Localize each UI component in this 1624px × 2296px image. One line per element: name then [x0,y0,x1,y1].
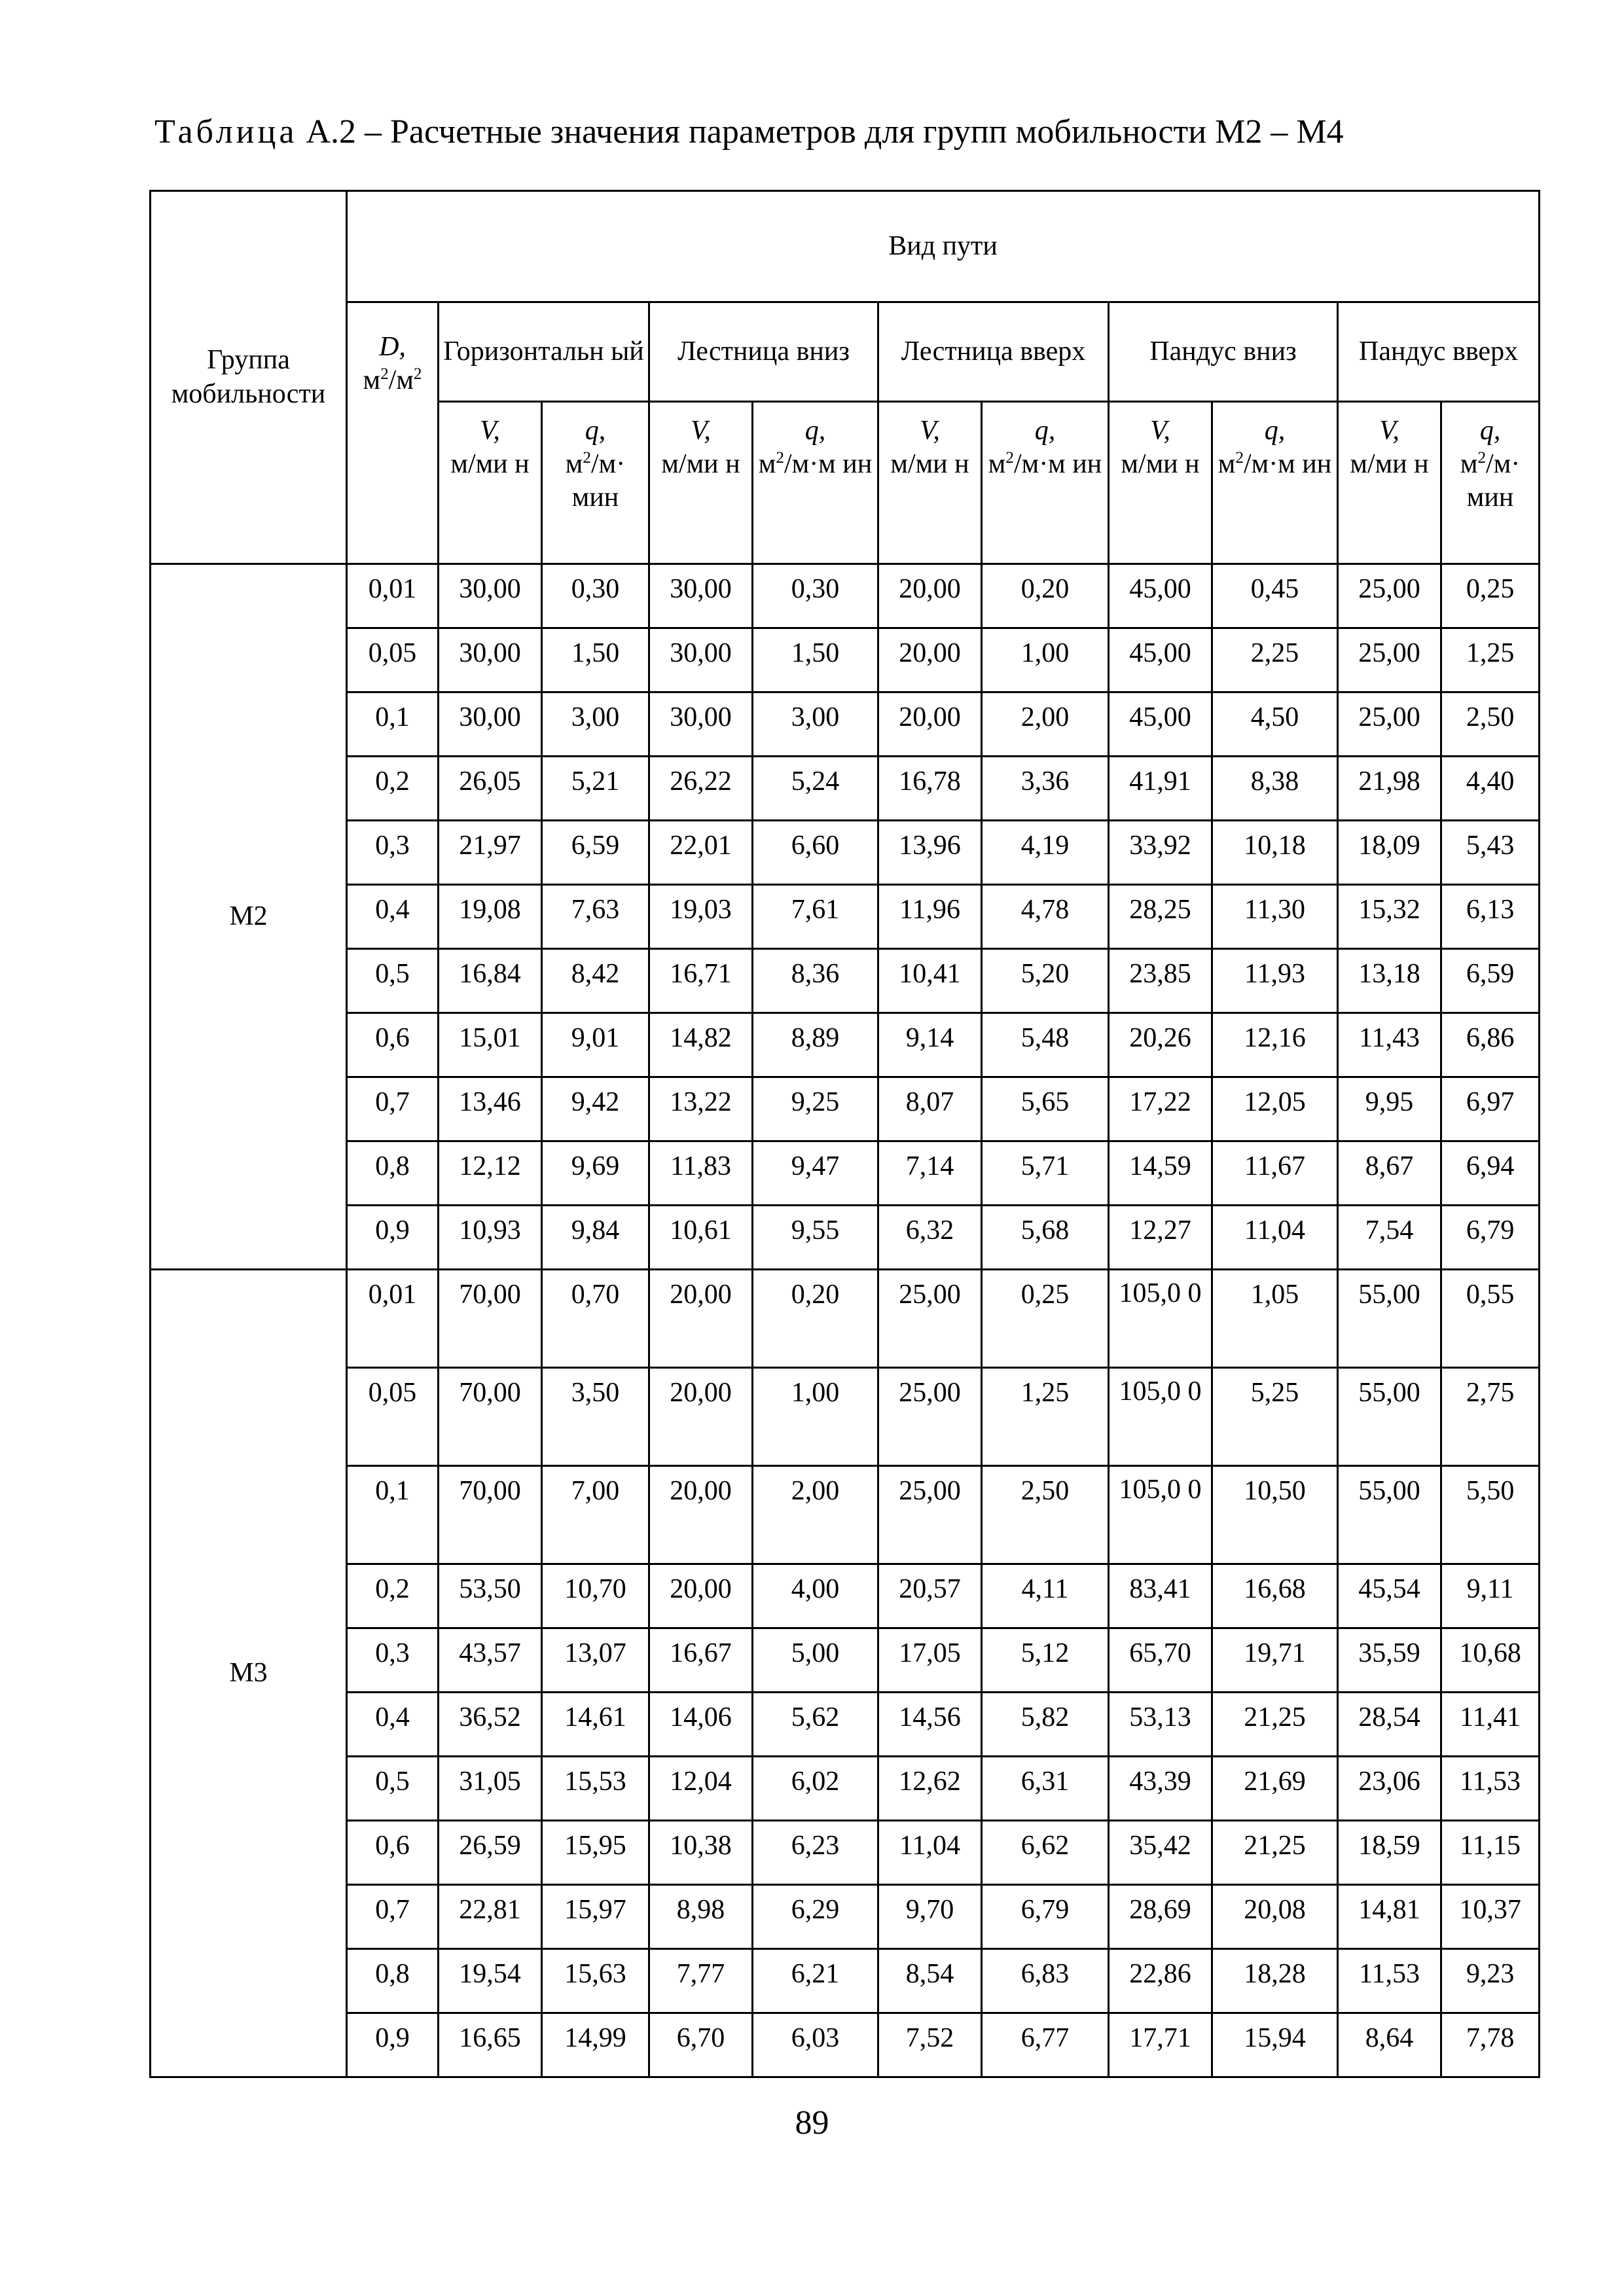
value-cell: 6,23 [753,1821,878,1885]
speed-unit-header: V, м/ми н [649,402,753,564]
value-cell: 9,01 [542,1013,649,1077]
density-symbol: D, [379,332,406,362]
value-cell: 15,01 [439,1013,542,1077]
value-cell: 7,00 [542,1466,649,1564]
table-container [149,190,1538,2070]
table-row [151,1949,1540,2013]
value-cell: 16,68 [1212,1564,1338,1628]
value-cell: 21,97 [439,821,542,885]
value-cell: 11,53 [1338,1949,1441,2013]
value-cell: 5,50 [1441,1466,1540,1564]
value-cell: 2,50 [982,1466,1109,1564]
value-cell: 20,08 [1212,1885,1338,1949]
page-number: 89 [795,2104,829,2142]
density-cell: 0,01 [347,1270,439,1368]
value-cell: 4,19 [982,821,1109,885]
value-cell: 30,00 [439,564,542,628]
value-cell: 8,89 [753,1013,878,1077]
value-cell: 11,04 [1212,1206,1338,1270]
caption-text: А.2 – Расчетные значения параметров для групп мобильности М2 – М4 [297,113,1344,151]
value-cell: 15,97 [542,1885,649,1949]
table-row [151,2013,1540,2077]
value-cell: 41,91 [1109,757,1212,821]
value-cell: 9,11 [1441,1564,1540,1628]
value-cell: 55,00 [1338,1466,1441,1564]
value-cell: 6,03 [753,2013,878,2077]
table-row [151,692,1540,757]
value-cell: 6,97 [1441,1077,1540,1141]
value-cell: 4,40 [1441,757,1540,821]
value-cell: 8,38 [1212,757,1338,821]
value-cell: 6,62 [982,1821,1109,1885]
table-row [151,1628,1540,1693]
value-cell: 13,96 [878,821,982,885]
value-cell: 20,00 [649,1466,753,1564]
value-cell: 6,59 [542,821,649,885]
value-cell: 18,09 [1338,821,1441,885]
value-cell: 12,27 [1109,1206,1212,1270]
value-cell: 0,25 [1441,564,1540,628]
value-cell: 1,50 [542,628,649,692]
value-cell: 17,22 [1109,1077,1212,1141]
flow-intensity-unit-header: q, $м^2/м\cdot м$ ин [1212,402,1338,564]
value-cell: 30,00 [439,692,542,757]
value-cell: 16,67 [649,1628,753,1693]
value-cell: 20,00 [878,692,982,757]
value-cell: 53,13 [1109,1693,1212,1757]
value-cell: 12,12 [439,1141,542,1206]
density-cell: 0,2 [347,757,439,821]
value-cell: 3,50 [542,1368,649,1466]
value-cell: 25,00 [1338,564,1441,628]
value-cell: 9,23 [1441,1949,1540,2013]
value-cell: 70,00 [439,1466,542,1564]
value-cell: 6,29 [753,1885,878,1949]
value-cell: 1,25 [982,1368,1109,1466]
value-cell: 22,01 [649,821,753,885]
table-row [151,885,1540,949]
value-cell: 17,05 [878,1628,982,1693]
density-cell: 0,1 [347,692,439,757]
value-cell: 7,77 [649,1949,753,2013]
value-cell: 9,70 [878,1885,982,1949]
density-cell: 0,8 [347,1141,439,1206]
value-cell: 0,70 [542,1270,649,1368]
density-cell: 0,7 [347,1077,439,1141]
value-cell: 30,00 [439,628,542,692]
value-cell: 8,54 [878,1949,982,2013]
value-cell: 6,31 [982,1757,1109,1821]
value-cell: 6,83 [982,1949,1109,2013]
value-cell: 4,00 [753,1564,878,1628]
value-cell: 18,28 [1212,1949,1338,2013]
value-cell: 20,00 [878,628,982,692]
value-cell: 11,41 [1441,1693,1540,1757]
value-cell: 55,00 [1338,1270,1441,1368]
value-cell: 14,61 [542,1693,649,1757]
density-cell: 0,4 [347,1693,439,1757]
path-type-header: Вид пути [347,191,1540,302]
table-row [151,949,1540,1013]
value-cell: 9,84 [542,1206,649,1270]
value-cell: 6,94 [1441,1141,1540,1206]
value-cell: 13,22 [649,1077,753,1141]
flow-intensity-unit-header: q, $м^2/м\cdot$ мин [542,402,649,564]
path-type-ramp-down: Пандус вниз [1109,302,1338,402]
value-cell: 3,00 [542,692,649,757]
value-cell: 31,05 [439,1757,542,1821]
value-cell: 55,00 [1338,1368,1441,1466]
value-cell: 9,14 [878,1013,982,1077]
value-cell: 14,99 [542,2013,649,2077]
table-row [151,1270,1540,1368]
value-cell: 30,00 [649,692,753,757]
value-cell: 25,00 [878,1368,982,1466]
value-cell: 12,62 [878,1757,982,1821]
value-cell: 9,25 [753,1077,878,1141]
value-cell: 105,0 0 [1109,1368,1212,1466]
value-cell: 18,59 [1338,1821,1441,1885]
value-cell: 12,16 [1212,1013,1338,1077]
value-cell: 7,78 [1441,2013,1540,2077]
table-row [151,1368,1540,1466]
value-cell: 10,38 [649,1821,753,1885]
table-row [151,1077,1540,1141]
value-cell: 8,67 [1338,1141,1441,1206]
value-cell: 7,54 [1338,1206,1441,1270]
value-cell: 22,81 [439,1885,542,1949]
value-cell: 12,05 [1212,1077,1338,1141]
value-cell: 9,47 [753,1141,878,1206]
value-cell: 35,42 [1109,1821,1212,1885]
value-cell: 0,45 [1212,564,1338,628]
mobility-group-cell: М2 [151,564,347,1270]
speed-unit-header: V, м/ми н [878,402,982,564]
value-cell: 11,96 [878,885,982,949]
density-cell: 0,6 [347,1013,439,1077]
value-cell: 28,54 [1338,1693,1441,1757]
density-cell: 0,7 [347,1885,439,1949]
density-cell: 0,01 [347,564,439,628]
value-cell: 8,07 [878,1077,982,1141]
value-cell: 7,52 [878,2013,982,2077]
value-cell: 10,50 [1212,1466,1338,1564]
table-caption [154,115,1344,149]
value-cell: 36,52 [439,1693,542,1757]
value-cell: 20,00 [649,1564,753,1628]
value-cell: 15,94 [1212,2013,1338,2077]
value-cell: 1,25 [1441,628,1540,692]
value-cell: 15,32 [1338,885,1441,949]
density-cell: 0,9 [347,1206,439,1270]
value-cell: 6,86 [1441,1013,1540,1077]
speed-unit-header: V, м/ми н [439,402,542,564]
value-cell: 1,00 [753,1368,878,1466]
value-cell: 8,36 [753,949,878,1013]
value-cell: 5,68 [982,1206,1109,1270]
group-column-header: Группа мобильности [151,191,347,564]
value-cell: 5,24 [753,757,878,821]
value-cell: 65,70 [1109,1628,1212,1693]
value-cell: 11,67 [1212,1141,1338,1206]
density-cell: 0,05 [347,628,439,692]
value-cell: 5,48 [982,1013,1109,1077]
caption-label: Таблица [154,113,298,151]
value-cell: 105,0 0 [1109,1466,1212,1564]
value-cell: 20,00 [878,564,982,628]
value-cell: 2,00 [753,1466,878,1564]
value-cell: 20,57 [878,1564,982,1628]
value-cell: 25,00 [1338,628,1441,692]
density-cell: 0,9 [347,2013,439,2077]
value-cell: 70,00 [439,1368,542,1466]
value-cell: 16,78 [878,757,982,821]
value-cell: 7,63 [542,885,649,949]
value-cell: 6,13 [1441,885,1540,949]
value-cell: 21,25 [1212,1693,1338,1757]
table-row [151,1013,1540,1077]
value-cell: 26,05 [439,757,542,821]
value-cell: 16,65 [439,2013,542,2077]
value-cell: 19,03 [649,885,753,949]
table-row [151,1564,1540,1628]
value-cell: 14,59 [1109,1141,1212,1206]
value-cell: 5,71 [982,1141,1109,1206]
mobility-group-cell: М3 [151,1270,347,2077]
value-cell: 14,06 [649,1693,753,1757]
value-cell: 5,43 [1441,821,1540,885]
value-cell: 23,85 [1109,949,1212,1013]
value-cell: 10,41 [878,949,982,1013]
value-cell: 5,82 [982,1693,1109,1757]
flow-intensity-unit-header: q, $м^2/м\cdot$ мин [1441,402,1540,564]
value-cell: 6,02 [753,1757,878,1821]
value-cell: 2,75 [1441,1368,1540,1466]
value-cell: 3,00 [753,692,878,757]
flow-intensity-unit-header: q, $м^2/м\cdot м$ ин [982,402,1109,564]
value-cell: 14,82 [649,1013,753,1077]
value-cell: 6,60 [753,821,878,885]
value-cell: 4,78 [982,885,1109,949]
value-cell: 10,68 [1441,1628,1540,1693]
density-cell: 0,4 [347,885,439,949]
flow-intensity-unit-header: q, $м^2/м\cdot м$ ин [753,402,878,564]
value-cell: 105,0 0 [1109,1270,1212,1368]
table-row [151,757,1540,821]
value-cell: 28,69 [1109,1885,1212,1949]
value-cell: 0,20 [982,564,1109,628]
value-cell: 53,50 [439,1564,542,1628]
value-cell: 83,41 [1109,1564,1212,1628]
value-cell: 0,30 [542,564,649,628]
value-cell: 10,18 [1212,821,1338,885]
value-cell: 11,53 [1441,1757,1540,1821]
value-cell: 1,05 [1212,1270,1338,1368]
value-cell: 16,71 [649,949,753,1013]
density-column-header [347,302,439,564]
value-cell: 5,20 [982,949,1109,1013]
table-row [151,1885,1540,1949]
value-cell: 5,12 [982,1628,1109,1693]
value-cell: 45,00 [1109,628,1212,692]
density-cell: 0,3 [347,821,439,885]
value-cell: 16,84 [439,949,542,1013]
value-cell: 11,93 [1212,949,1338,1013]
mobility-parameters-table [149,190,1540,2078]
density-cell: 0,3 [347,1628,439,1693]
value-cell: 20,00 [649,1368,753,1466]
value-cell: 11,43 [1338,1013,1441,1077]
value-cell: 28,25 [1109,885,1212,949]
value-cell: 19,71 [1212,1628,1338,1693]
density-cell: 0,2 [347,1564,439,1628]
value-cell: 70,00 [439,1270,542,1368]
density-cell: 0,5 [347,949,439,1013]
value-cell: 0,25 [982,1270,1109,1368]
value-cell: 13,18 [1338,949,1441,1013]
value-cell: 21,25 [1212,1821,1338,1885]
value-cell: 19,08 [439,885,542,949]
path-type-stairs-up: Лестница вверх [878,302,1109,402]
value-cell: 20,26 [1109,1013,1212,1077]
table-row [151,628,1540,692]
table-row [151,1757,1540,1821]
value-cell: 1,00 [982,628,1109,692]
speed-unit-header: V, м/ми н [1109,402,1212,564]
value-cell: 5,21 [542,757,649,821]
value-cell: 6,21 [753,1949,878,2013]
value-cell: 11,30 [1212,885,1338,949]
value-cell: 35,59 [1338,1628,1441,1693]
value-cell: 10,61 [649,1206,753,1270]
path-type-ramp-up: Пандус вверх [1338,302,1540,402]
value-cell: 30,00 [649,564,753,628]
density-cell: 0,8 [347,1949,439,2013]
value-cell: 2,25 [1212,628,1338,692]
table-row [151,564,1540,628]
table-row [151,1693,1540,1757]
value-cell: 45,00 [1109,692,1212,757]
value-cell: 25,00 [878,1270,982,1368]
value-cell: 25,00 [1338,692,1441,757]
density-cell: 0,5 [347,1757,439,1821]
value-cell: 12,04 [649,1757,753,1821]
value-cell: 10,70 [542,1564,649,1628]
value-cell: 15,53 [542,1757,649,1821]
value-cell: 6,59 [1441,949,1540,1013]
path-type-horizontal: Горизонтальн ый [439,302,649,402]
value-cell: 14,81 [1338,1885,1441,1949]
value-cell: 26,59 [439,1821,542,1885]
value-cell: 4,11 [982,1564,1109,1628]
value-cell: 22,86 [1109,1949,1212,2013]
value-cell: 4,50 [1212,692,1338,757]
table-row [151,1821,1540,1885]
density-cell: 0,6 [347,1821,439,1885]
table-row [151,1466,1540,1564]
value-cell: 15,63 [542,1949,649,2013]
table-row [151,1141,1540,1206]
value-cell: 9,95 [1338,1077,1441,1141]
value-cell: 11,83 [649,1141,753,1206]
path-type-stairs-down: Лестница вниз [649,302,878,402]
value-cell: 5,62 [753,1693,878,1757]
value-cell: 17,71 [1109,2013,1212,2077]
value-cell: 0,55 [1441,1270,1540,1368]
value-cell: 33,92 [1109,821,1212,885]
value-cell: 19,54 [439,1949,542,2013]
value-cell: 6,77 [982,2013,1109,2077]
value-cell: 0,20 [753,1270,878,1368]
value-cell: 0,30 [753,564,878,628]
value-cell: 30,00 [649,628,753,692]
value-cell: 6,70 [649,2013,753,2077]
value-cell: 43,39 [1109,1757,1212,1821]
value-cell: 10,93 [439,1206,542,1270]
value-cell: 2,50 [1441,692,1540,757]
table-row [151,821,1540,885]
value-cell: 1,50 [753,628,878,692]
value-cell: 11,15 [1441,1821,1540,1885]
value-cell: 6,79 [1441,1206,1540,1270]
value-cell: 5,25 [1212,1368,1338,1466]
value-cell: 8,98 [649,1885,753,1949]
value-cell: 21,69 [1212,1757,1338,1821]
value-cell: 9,42 [542,1077,649,1141]
value-cell: 11,04 [878,1821,982,1885]
value-cell: 5,65 [982,1077,1109,1141]
value-cell: 13,07 [542,1628,649,1693]
value-cell: 2,00 [982,692,1109,757]
value-cell: 10,37 [1441,1885,1540,1949]
value-cell: 13,46 [439,1077,542,1141]
value-cell: 43,57 [439,1628,542,1693]
value-cell: 6,79 [982,1885,1109,1949]
value-cell: 20,00 [649,1270,753,1368]
value-cell: 5,00 [753,1628,878,1693]
density-unit: $м^2/м^2$ [363,365,422,396]
value-cell: 9,69 [542,1141,649,1206]
value-cell: 14,56 [878,1693,982,1757]
table-row [151,1206,1540,1270]
density-cell: 0,05 [347,1368,439,1466]
value-cell: 7,61 [753,885,878,949]
value-cell: 23,06 [1338,1757,1441,1821]
value-cell: 21,98 [1338,757,1441,821]
value-cell: 26,22 [649,757,753,821]
value-cell: 3,36 [982,757,1109,821]
value-cell: 7,14 [878,1141,982,1206]
value-cell: 45,00 [1109,564,1212,628]
value-cell: 25,00 [878,1466,982,1564]
value-cell: 45,54 [1338,1564,1441,1628]
value-cell: 8,64 [1338,2013,1441,2077]
value-cell: 15,95 [542,1821,649,1885]
value-cell: 6,32 [878,1206,982,1270]
speed-unit-header: V, м/ми н [1338,402,1441,564]
value-cell: 9,55 [753,1206,878,1270]
density-cell: 0,1 [347,1466,439,1564]
value-cell: 8,42 [542,949,649,1013]
